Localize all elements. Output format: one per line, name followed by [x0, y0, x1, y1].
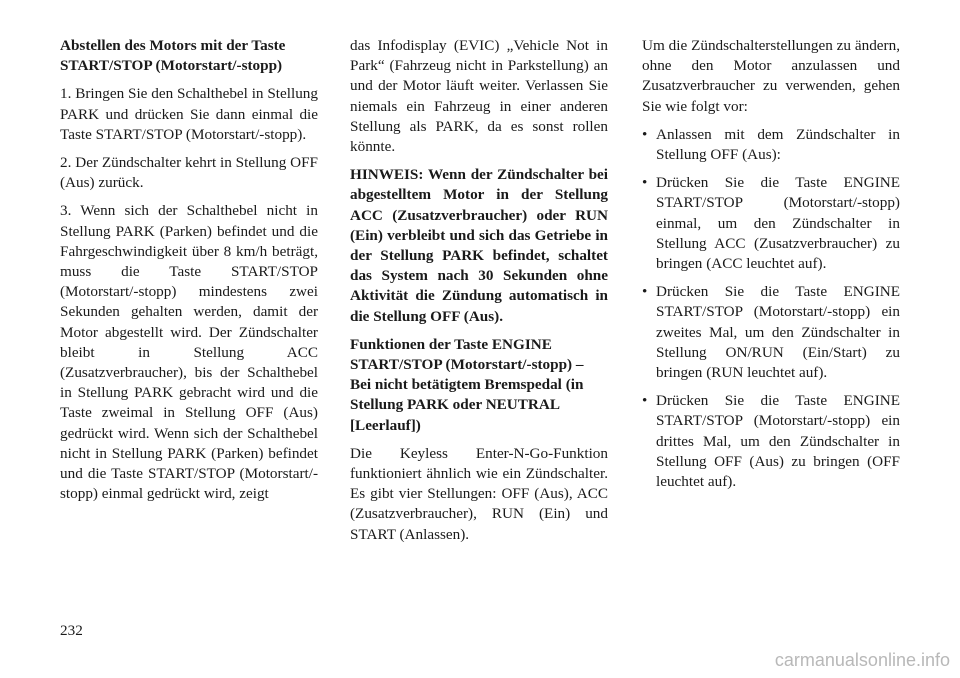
- bullet-icon: •: [642, 392, 648, 410]
- bullet-icon: •: [642, 174, 648, 192]
- text-column-middle: [350, 36, 608, 553]
- text-column-left: [60, 36, 318, 512]
- watermark: carmanualsonline.info: [774, 650, 950, 670]
- bullet-list: [642, 125, 900, 492]
- section-heading-start-stop-functions: Funktionen der Taste ENGINE START/STOP (Motorstart/-stopp) – Bei nicht betätigtem Bremspedal (in Stellung PARK oder NEUTRAL [Leerlauf]): [350, 335, 584, 434]
- step-3-paragraph: 3. Wenn sich der Schalthebel nicht in Stellung PARK (Parken) befindet und die Fahrgeschwindigkeit über 8 km/h beträgt, muss die Taste START/STOP (Motorstart/-stopp) mindestens zwei Sekunden gehalten werden, damit der Motor abgestellt wird. Der Zündschalter bleibt in Stellung ACC (Zusatzverbraucher), bis der Schalthebel in Stellung PARK gebracht wird und die Taste zweimal in Stellung OFF (Aus) gedrückt wird. Wenn sich der Schalthebel nicht in Stellung PARK (Parken) befindet und die Taste START/STOP (Motorstart/-stopp) einmal gedrückt wird, zeigt: [60, 202, 318, 503]
- text-column-right: [642, 36, 900, 500]
- page-number: 232: [60, 622, 83, 639]
- step-2-paragraph: 2. Der Zündschalter kehrt in Stellung OFF (Aus) zurück.: [60, 154, 318, 192]
- list-item: [642, 282, 900, 383]
- keyless-paragraph: Die Keyless Enter-N-Go-Funktion funktioniert ähnlich wie ein Zündschalter. Es gibt vier Stellungen: OFF (Aus), ACC (Zusatzverbraucher), RUN (Ein) und START (Anlassen).: [350, 444, 608, 543]
- intro-paragraph: Um die Zündschalterstellungen zu ändern, ohne den Motor anzulassen und Zusatzverbraucher zu verwenden, gehen Sie wie folgt vor:: [642, 37, 900, 115]
- list-item: [642, 173, 900, 274]
- list-item-text: Anlassen mit dem Zündschalter in Stellung OFF (Aus):: [656, 125, 900, 164]
- bullet-icon: •: [642, 125, 648, 143]
- list-item-text: Drücken Sie die Taste ENGINE START/STOP (Motorstart/-stopp) einmal, um den Zündschalter in Stellung ACC (Zusatzverbraucher) zu bringen (ACC leuchtet auf).: [656, 174, 900, 273]
- note-paragraph: HINWEIS: Wenn der Zündschalter bei abgestelltem Motor in der Stellung ACC (Zusatzverbraucher) oder RUN (Ein) verbleibt und sich das Getriebe in der Stellung PARK befindet, schaltet das System nach 30 Sekunden ohne Aktivität die Zündung automatisch in die Stellung OFF (Aus).: [350, 166, 608, 325]
- list-item-text: Drücken Sie die Taste ENGINE START/STOP (Motorstart/-stopp) ein drittes Mal, um den Zündschalter in Stellung OFF (Aus) zu bringen (OFF leuchtet auf).: [656, 392, 900, 491]
- list-item: [642, 125, 900, 165]
- list-item-text: Drücken Sie die Taste ENGINE START/STOP (Motorstart/-stopp) ein zweites Mal, um den Zündschalter in Stellung ON/RUN (Ein/Start) zu bringen (RUN leuchtet auf).: [656, 283, 900, 382]
- bullet-icon: •: [642, 283, 648, 301]
- section-heading-engine-stop: Abstellen des Motors mit der Taste START/STOP (Motorstart/-stopp): [60, 37, 286, 75]
- continued-paragraph: das Infodisplay (EVIC) „Vehicle Not in Park“ (Fahrzeug nicht in Parkstellung) an und der Motor läuft weiter. Verlassen Sie niemals ein Fahrzeug in einer anderen Stellung als PARK, da es sonst rollen könnte.: [350, 37, 608, 156]
- step-1-paragraph: 1. Bringen Sie den Schalthebel in Stellung PARK und drücken Sie dann einmal die Taste START/STOP (Motorstart/-stopp).: [60, 85, 318, 143]
- list-item: [642, 391, 900, 492]
